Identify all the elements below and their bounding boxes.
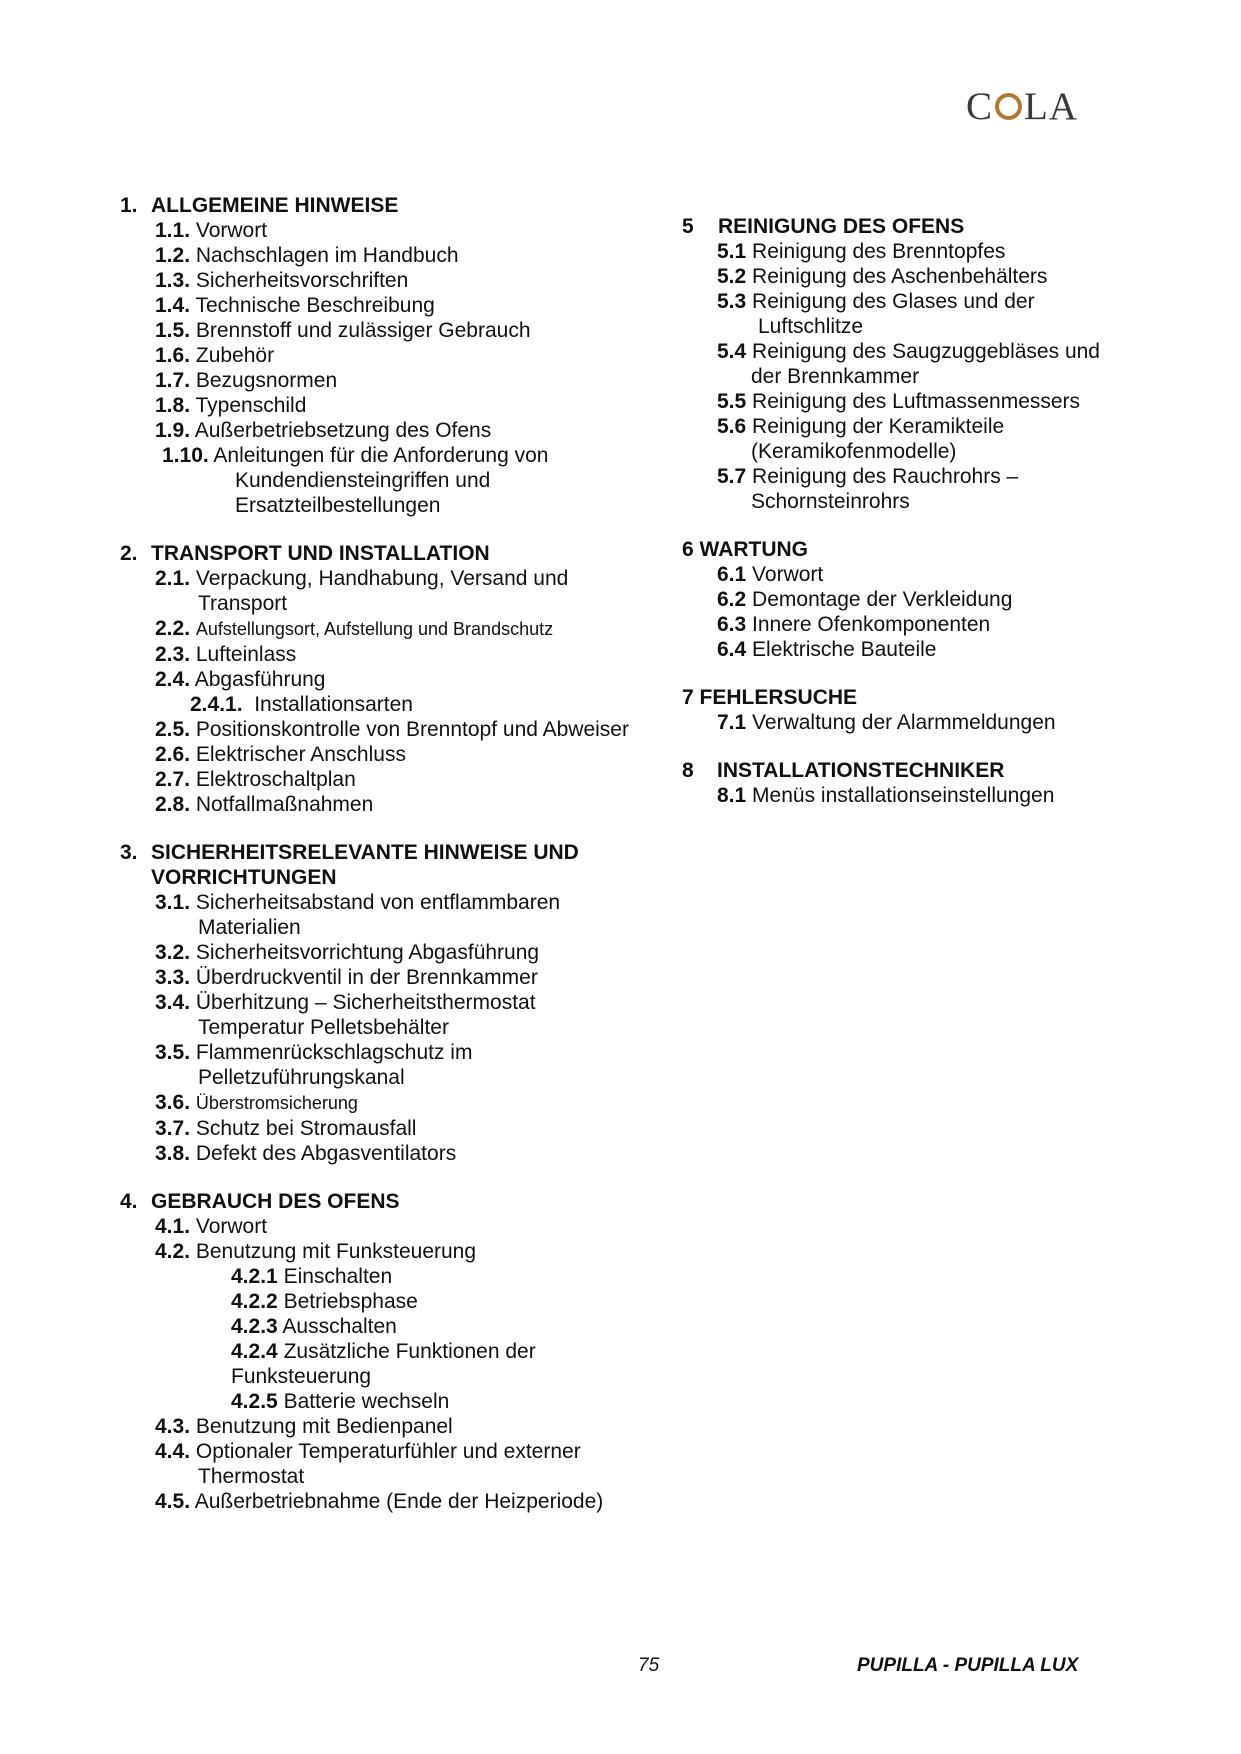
toc-item[interactable]: 3.2. Sicherheitsvorrichtung Abgasführung — [155, 941, 540, 964]
toc-item[interactable]: 4.2. Benutzung mit Funksteuerung — [155, 1240, 477, 1263]
toc-section-6 — [682, 537, 1142, 662]
toc-item[interactable]: 4.2.1 Einschalten — [231, 1265, 393, 1288]
toc-item-continuation: Thermostat — [198, 1465, 305, 1488]
toc-item[interactable]: 1.5. Brennstoff und zulässiger Gebrauch — [155, 319, 531, 342]
toc-item-continuation: Kundendiensteingriffen und — [235, 469, 491, 492]
toc-item[interactable]: 2.8. Notfallmaßnahmen — [155, 793, 374, 816]
toc-item[interactable]: 5.3 Reinigung des Glases und der — [717, 290, 1035, 313]
toc-item-continuation: der Brennkammer — [751, 365, 920, 388]
toc-item[interactable]: 3.1. Sicherheitsabstand von entflammbaren — [155, 891, 561, 914]
toc-item[interactable]: 2.5. Positionskontrolle von Brenntopf und Abweiser — [155, 718, 629, 741]
toc-item[interactable]: 2.1. Verpackung, Handhabung, Versand und — [155, 567, 569, 590]
toc-item-continuation: Transport — [198, 592, 288, 615]
toc-item[interactable]: 8.1 Menüs installationseinstellungen — [717, 784, 1055, 807]
toc-item[interactable]: 5.5 Reinigung des Luftmassenmessers — [717, 390, 1081, 413]
toc-item[interactable]: 2.4. Abgasführung — [155, 668, 326, 691]
toc-item[interactable]: 1.7. Bezugsnormen — [155, 369, 338, 392]
toc-item-continuation: Luftschlitze — [758, 315, 864, 338]
toc-section-5 — [682, 214, 1142, 514]
toc-item[interactable]: 5.7 Reinigung des Rauchrohrs – — [717, 465, 1019, 488]
toc-item[interactable]: 1.9. Außerbetriebsetzung des Ofens — [155, 419, 492, 442]
toc-item[interactable]: 4.4. Optionaler Temperaturfühler und externer — [155, 1440, 581, 1463]
toc-item-continuation: Pelletzuführungskanal — [198, 1066, 405, 1089]
toc-section-heading[interactable]: 5 REINIGUNG DES OFENS — [682, 215, 965, 238]
toc-item[interactable]: 6.1 Vorwort — [717, 563, 824, 586]
toc-section-heading[interactable]: 6 WARTUNG — [682, 538, 809, 561]
toc-item[interactable]: 3.8. Defekt des Abgasventilators — [155, 1142, 457, 1165]
toc-item[interactable]: 6.3 Innere Ofenkomponenten — [717, 613, 991, 636]
toc-item[interactable]: 5.1 Reinigung des Brenntopfes — [717, 240, 1006, 263]
toc-item[interactable]: 4.2.3 Ausschalten — [231, 1315, 397, 1338]
cola-logo: C LA — [966, 85, 1079, 128]
toc-section-heading[interactable]: 1. ALLGEMEINE HINWEISE — [120, 194, 399, 217]
toc-item[interactable]: 7.1 Verwaltung der Alarmmeldungen — [717, 711, 1056, 734]
toc-right-column — [682, 214, 1142, 831]
toc-item[interactable]: 3.4. Überhitzung – Sicherheitsthermostat — [155, 991, 536, 1014]
toc-item[interactable]: 3.5. Flammenrückschlagschutz im — [155, 1041, 473, 1064]
toc-item[interactable]: 6.2 Demontage der Verkleidung — [717, 588, 1013, 611]
toc-item-continuation: Materialien — [198, 916, 301, 939]
toc-section-8 — [682, 758, 1142, 808]
toc-section-heading[interactable]: 4. GEBRAUCH DES OFENS — [120, 1190, 400, 1213]
toc-section-heading[interactable]: 3. SICHERHEITSRELEVANTE HINWEISE UND — [120, 841, 579, 864]
toc-item-continuation: (Keramikofenmodelle) — [751, 440, 957, 463]
toc-section-heading[interactable]: 2. TRANSPORT UND INSTALLATION — [120, 542, 490, 565]
toc-item[interactable]: 5.6 Reinigung der Keramikteile — [717, 415, 1005, 438]
toc-item[interactable]: 1.4. Technische Beschreibung — [155, 294, 435, 317]
logo-ring-icon — [995, 93, 1022, 120]
toc-item-continuation: Schornsteinrohrs — [751, 490, 910, 513]
toc-item[interactable]: 2.6. Elektrischer Anschluss — [155, 743, 406, 766]
toc-section-7 — [682, 685, 1142, 735]
toc-item[interactable]: 2.4.1. Installationsarten — [190, 693, 413, 716]
toc-left-column — [120, 193, 680, 1537]
toc-item[interactable]: 1.1. Vorwort — [155, 219, 268, 242]
toc-item[interactable]: 4.1. Vorwort — [155, 1215, 268, 1238]
toc-section-heading[interactable]: 8 INSTALLATIONSTECHNIKER — [682, 759, 1005, 782]
toc-item[interactable]: 2.3. Lufteinlass — [155, 643, 297, 666]
toc-section-2 — [120, 541, 680, 817]
toc-section-3 — [120, 840, 680, 1166]
toc-item[interactable]: 1.6. Zubehör — [155, 344, 275, 367]
page-number: 75 — [638, 1655, 660, 1676]
toc-item[interactable]: 1.8. Typenschild — [155, 394, 307, 417]
toc-section-heading[interactable]: 7 FEHLERSUCHE — [682, 686, 858, 709]
toc-item[interactable]: 4.2.4 Zusätzliche Funktionen der — [231, 1340, 536, 1363]
toc-item[interactable]: 2.2. Aufstellungsort, Aufstellung und Brandschutz — [155, 617, 554, 640]
toc-section-4 — [120, 1189, 680, 1514]
toc-item[interactable]: 3.3. Überdruckventil in der Brennkammer — [155, 966, 538, 989]
toc-item[interactable]: 1.3. Sicherheitsvorschriften — [155, 269, 409, 292]
toc-section-1 — [120, 193, 680, 518]
toc-item[interactable]: 4.2.5 Batterie wechseln — [231, 1390, 450, 1413]
toc-item[interactable]: 3.6. Überstromsicherung — [155, 1091, 358, 1114]
toc-section-heading-continuation: VORRICHTUNGEN — [151, 866, 337, 889]
toc-item[interactable]: 4.5. Außerbetriebnahme (Ende der Heizperiode) — [155, 1490, 604, 1513]
toc-item-continuation: Ersatzteilbestellungen — [235, 494, 441, 517]
toc-item[interactable]: 2.7. Elektroschaltplan — [155, 768, 356, 791]
toc-item-continuation: Funksteuerung — [231, 1365, 372, 1388]
toc-item[interactable]: 3.7. Schutz bei Stromausfall — [155, 1117, 417, 1140]
toc-item[interactable]: 5.4 Reinigung des Saugzuggebläses und — [717, 340, 1100, 363]
toc-item-continuation: Temperatur Pelletsbehälter — [198, 1016, 449, 1039]
document-title: PUPILLA - PUPILLA LUX — [857, 1655, 1079, 1676]
toc-item[interactable]: 1.10. Anleitungen für die Anforderung von — [162, 444, 549, 467]
toc-item[interactable]: 6.4 Elektrische Bauteile — [717, 638, 937, 661]
toc-item[interactable]: 4.3. Benutzung mit Bedienpanel — [155, 1415, 453, 1438]
toc-item[interactable]: 4.2.2 Betriebsphase — [231, 1290, 418, 1313]
toc-item[interactable]: 5.2 Reinigung des Aschenbehälters — [717, 265, 1048, 288]
toc-item[interactable]: 1.2. Nachschlagen im Handbuch — [155, 244, 459, 267]
